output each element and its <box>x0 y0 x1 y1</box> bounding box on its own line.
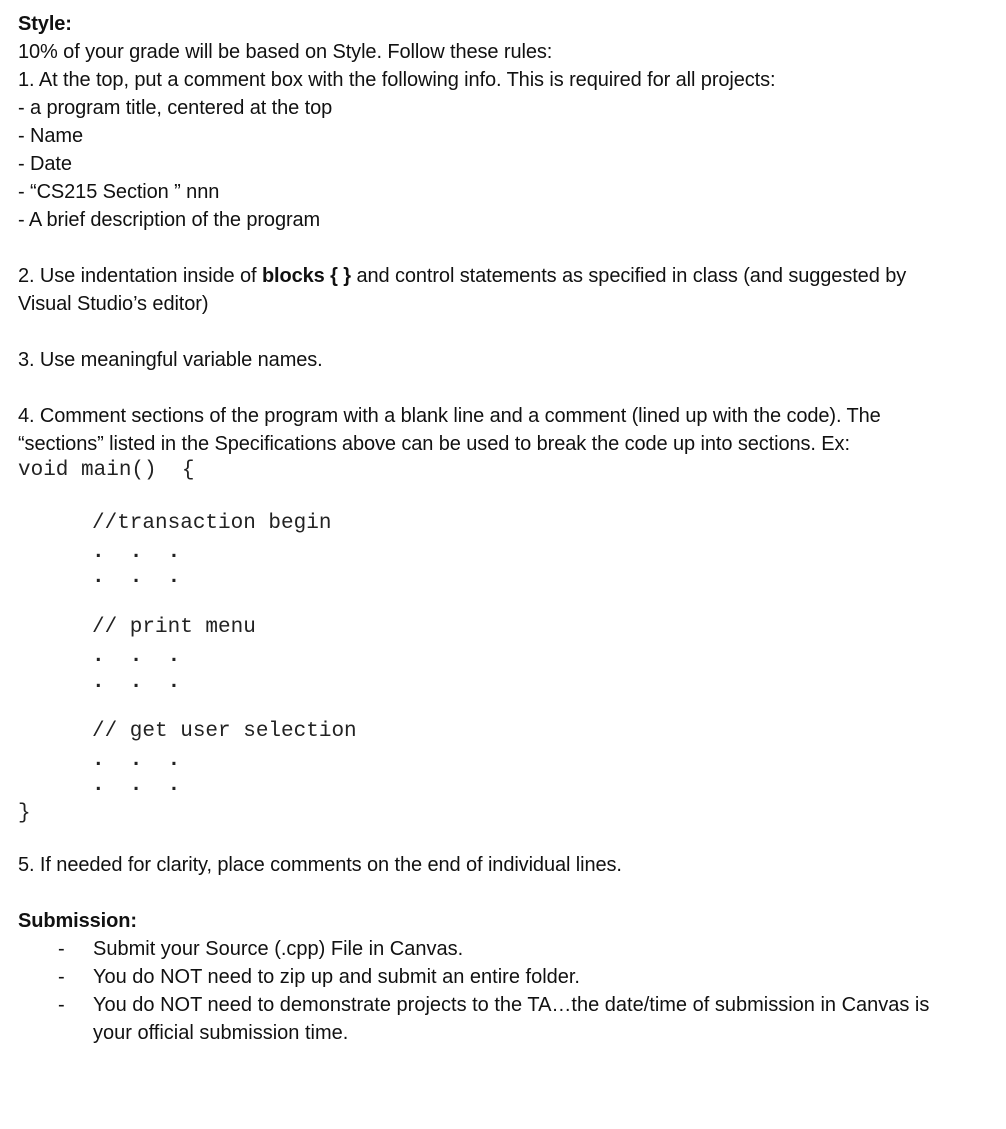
submission-item-demonstrate: You do NOT need to demonstrate projects to the TA…the date/time of submission in Canvas is <box>93 994 930 1016</box>
rule-2-prefix: 2. Use indentation inside of <box>18 265 262 287</box>
style-intro: 10% of your grade will be based on Style. Follow these rules: <box>18 41 553 63</box>
submission-item-source: Submit your Source (.cpp) File in Canvas. <box>93 938 464 960</box>
submission-item-folder: You do NOT need to zip up and submit an entire folder. <box>93 966 580 988</box>
submission-heading: Submission: <box>18 910 137 932</box>
code-comment-user-selection: // get user selection <box>92 720 357 743</box>
rule-5: 5. If needed for clarity, place comments on the end of individual lines. <box>18 854 622 876</box>
code-ellipsis: . . . <box>92 774 181 797</box>
code-comment-print-menu: // print menu <box>92 616 256 639</box>
rule-4-line2: “sections” listed in the Specifications above can be used to break the code up into sections. Ex: <box>18 433 850 455</box>
code-comment-transaction: //transaction begin <box>92 512 332 535</box>
rule-1: 1. At the top, put a comment box with the following info. This is required for all projects: <box>18 69 776 91</box>
submission-item-demonstrate-line2: your official submission time. <box>93 1022 349 1044</box>
code-ellipsis: . . . <box>92 566 181 589</box>
rule-3: 3. Use meaningful variable names. <box>18 349 323 371</box>
code-ellipsis: . . . <box>92 749 181 772</box>
code-ellipsis: . . . <box>92 671 181 694</box>
rule-2-bold: blocks { } <box>261 265 351 287</box>
rule-1-item-name: - Name <box>18 125 83 147</box>
rule-2-suffix: and control statements as specified in class (and suggested by <box>350 265 907 287</box>
rule-4-line1: 4. Comment sections of the program with a blank line and a comment (lined up with the code). The <box>18 405 881 427</box>
code-close: } <box>18 802 31 825</box>
rule-2 <box>18 262 906 290</box>
code-ellipsis: . . . <box>92 645 181 668</box>
bullet-dash: - <box>58 994 65 1016</box>
bullet-dash: - <box>58 966 65 988</box>
code-open: void main() { <box>18 459 195 482</box>
rule-1-item-description: - A brief description of the program <box>18 209 321 231</box>
style-heading: Style: <box>18 13 72 35</box>
rule-1-item-section: - “CS215 Section ” nnn <box>18 181 220 203</box>
rule-1-item-title: - a program title, centered at the top <box>18 97 333 119</box>
bullet-dash: - <box>58 938 65 960</box>
rule-1-item-date: - Date <box>18 153 72 175</box>
rule-2-line2: Visual Studio’s editor) <box>18 293 209 315</box>
code-ellipsis: . . . <box>92 541 181 564</box>
